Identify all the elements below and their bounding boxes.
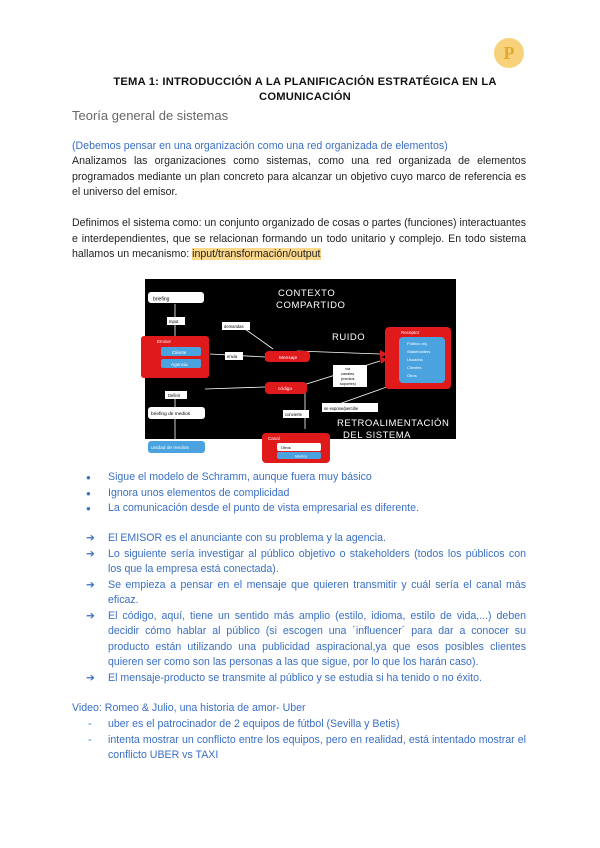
canal-medios: Medios <box>295 454 308 459</box>
label-retroalimentacion: RETROALIMENTACIÓN <box>337 418 450 429</box>
node-cliente: Cliente <box>172 350 187 355</box>
section-subtitle: Teoría general de sistemas <box>72 108 229 123</box>
label-ruido: RUIDO <box>332 332 366 343</box>
list-item: - intenta mostrar un conflicto entre los equipos, pero en realidad, está intentado mostrar el conflicto UBER vs TAXI <box>88 733 526 761</box>
receptor-item-5: Otros <box>407 373 417 378</box>
node-input: Input <box>169 319 179 324</box>
canal-otros: Otros <box>281 445 291 450</box>
via-2: canales <box>341 372 355 376</box>
receptor-item-3: Usuarios <box>407 357 423 362</box>
node-expone: se expone/percibe <box>324 406 359 411</box>
paragraph-system-definition <box>72 216 526 263</box>
node-demandas: demandas <box>224 324 244 329</box>
node-definir: Definir <box>168 393 181 398</box>
mechanism-highlight: input/transformación/output <box>192 248 321 260</box>
list-item: ➔ El código, aquí, tiene un sentido más amplio (estilo, idioma, estilo de vida,...) deben decidir cómo hablar al público (si escogen una ´influencer´ para dar a conocer su producto están utilizando una publicidad aspiracional,ya que esos posibles clientes quieren ser como son las personas a las que sigue, por lo que los harán caso). <box>86 609 526 668</box>
communication-system-diagram <box>145 279 456 459</box>
list-item: ● Ignora unos elementos de complicidad <box>86 486 290 499</box>
receptor-item-4: Clientes <box>407 365 422 370</box>
list-item: ● La comunicación desde el punto de vista empresarial es diferente. <box>86 502 419 514</box>
node-emisor: Emisor <box>157 339 172 344</box>
list-item: - uber es el patrocinador de 2 equipos de fútbol (Sevilla y Betis) <box>88 718 400 730</box>
label-del-sistema: DEL SISTEMA <box>343 430 411 441</box>
label-contexto: CONTEXTO <box>278 288 336 299</box>
arrow-list <box>86 531 526 686</box>
page-title: TEMA 1: INTRODUCCIÓN A LA PLANIFICACIÓN ESTRATÉGICA EN LA COMUNICACIÓN <box>113 76 497 103</box>
via-1: vía <box>345 367 351 371</box>
list-item: ➔ El mensaje-producto se transmite al público y se estudia si ha tenido o no éxito. <box>86 671 482 684</box>
node-receptor: Receptor <box>401 330 420 335</box>
list-item: ➔ El EMISOR es el anunciante con su problema y la agencia. <box>86 532 386 544</box>
paragraph-organizations: Analizamos las organizaciones como sistemas, como una red organizada de elementos programados mediante un plan concreto para alcanzar un objetivo cuyo marco de referencia es el universo del emisor. <box>72 155 526 198</box>
label-compartido: COMPARTIDO <box>276 300 346 311</box>
intro-note: (Debemos pensar en una organización como una red organizada de elementos) <box>72 140 448 152</box>
node-briefing-medios: briefing de medios <box>151 412 191 417</box>
node-canal: Canal <box>268 436 280 441</box>
node-agencia: Agencia <box>171 362 188 367</box>
node-unidad-medios: unidad de medios <box>151 446 189 451</box>
list-item: ➔ Lo siguiente sería investigar al público objetivo o stakeholders (todos los públicos con los que la empresa está conectada). <box>86 547 526 575</box>
video-points <box>86 717 526 764</box>
receptor-item-2: Stakeholders <box>407 349 431 354</box>
video-heading: Video: Romeo & Julio, una historia de amor- Uber <box>72 702 306 714</box>
node-mensaje: Mensaje <box>279 356 298 361</box>
definition-text: Definimos el sistema como: un conjunto organizado de cosas o partes (funciones) interactuantes e interdependientes, que se relacionan formando un todo unitario y complejo. En todo sistema hallamos un mecanismo: <box>72 217 527 260</box>
node-codigo: código <box>278 387 293 392</box>
brand-logo: P <box>494 38 524 68</box>
via-3: (medios <box>341 377 355 381</box>
node-envia: envía <box>227 354 238 359</box>
list-item: ● Sigue el modelo de Schramm, aunque fuera muy básico <box>86 471 372 483</box>
receptor-item-1: Público obj. <box>407 341 428 346</box>
bullet-list <box>86 470 526 517</box>
node-briefing: briefing <box>153 296 170 303</box>
list-item: ➔ Se empieza a pensar en el mensaje que quieren transmitir y cuál sería el canal más eficaz. <box>86 578 526 606</box>
via-4: soportes) <box>340 382 356 386</box>
node-convierte: convierte <box>285 412 302 417</box>
